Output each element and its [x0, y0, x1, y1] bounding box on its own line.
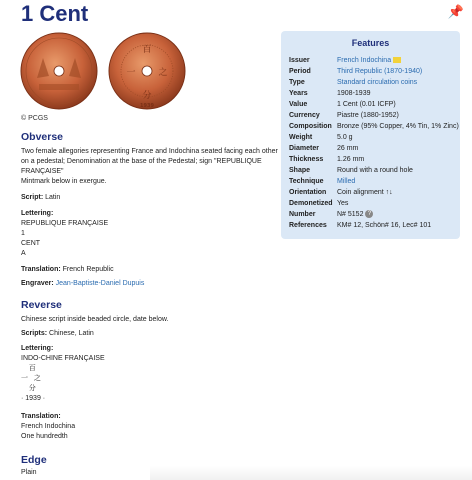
reverse-translation-value: French Indochina One hundredth [21, 423, 76, 440]
feature-key: Years [289, 90, 308, 97]
feature-key: References [289, 222, 327, 229]
reverse-description: Chinese script inside beaded circle, date below. [21, 316, 169, 323]
obverse-translation-value: French Republic [62, 266, 114, 273]
feature-key: Shape [289, 167, 311, 174]
help-icon[interactable]: ? [365, 210, 373, 218]
svg-text:之: 之 [158, 68, 168, 78]
obverse-heading: Obverse [21, 131, 64, 143]
reverse-year-text: 1939 [140, 103, 154, 109]
feature-value: 1 Cent (0.01 ICFP) [337, 101, 396, 108]
feature-key: Composition [289, 123, 332, 130]
edge-heading: Edge [21, 454, 47, 466]
feature-key: Number [289, 211, 316, 218]
feature-key: Issuer [289, 57, 310, 64]
feature-value: 1.26 mm [337, 156, 365, 163]
reverse-script-label: Scripts: [21, 330, 48, 337]
obverse-coin-image[interactable] [21, 33, 97, 109]
feature-value[interactable]: Third Republic (1870-1940) [337, 68, 423, 75]
copyright: © PCGS [21, 115, 48, 122]
feature-value: Piastre (1880-1952) [337, 112, 399, 119]
obverse-translation [21, 265, 114, 275]
feature-value: Bronze (95% Copper, 4% Tin, 1% Zinc) [337, 123, 459, 130]
feature-value[interactable]: Standard circulation coins [337, 79, 418, 86]
flag-icon [393, 57, 401, 63]
feature-value: N# 5152 ? [337, 210, 373, 220]
reverse-heading: Reverse [21, 299, 62, 311]
feature-key: Orientation [289, 189, 327, 196]
feature-value: Yes [337, 200, 349, 207]
reverse-translation-label: Translation: [21, 413, 61, 420]
feature-key: Type [289, 79, 305, 86]
edge-value: Plain [21, 469, 37, 476]
reverse-lettering-value: INDO-CHINE FRANÇAISE 百 一 之 分 · 1939 · [21, 355, 105, 402]
feature-value: 5.0 g [337, 134, 353, 141]
svg-text:一: 一 [126, 68, 136, 78]
obverse-script [21, 193, 60, 203]
features-panel [281, 31, 460, 239]
features-heading: Features [351, 38, 390, 48]
reverse-lettering-label: Lettering: [21, 345, 54, 352]
reverse-coin-image[interactable] [109, 33, 185, 109]
feature-value[interactable]: Milled [337, 178, 356, 185]
obverse-lettering-label: Lettering: [21, 210, 54, 217]
bottom-shadow [150, 466, 472, 480]
obverse-script-label: Script: [21, 194, 44, 201]
svg-text:百: 百 [142, 45, 152, 55]
reverse-script-value: Chinese, Latin [49, 330, 94, 337]
page-title: 1 Cent [21, 1, 89, 26]
feature-key: Weight [289, 134, 313, 141]
obverse-description: Two female allegories representing France and Indochina seated facing each other on a pedestal; Denomination at the base of the Pedestal; sign "REPUBLIQUE FRANÇAISE" Mintmark below in exergue. [21, 148, 278, 185]
obverse-engraver-label: Engraver: [21, 280, 54, 287]
feature-key: Currency [289, 112, 320, 119]
pin-icon[interactable]: 📌 [447, 4, 464, 19]
obverse-translation-label: Translation: [21, 266, 61, 273]
feature-value: Coin alignment ↑↓ [337, 189, 393, 196]
feature-value: 26 mm [337, 145, 359, 152]
feature-value: Round with a round hole [337, 167, 413, 174]
feature-key: Demonetized [289, 200, 333, 207]
feature-value: KM# 12, Schön# 16, Lec# 101 [337, 222, 432, 229]
feature-key: Value [289, 101, 308, 108]
feature-value: 1908-1939 [337, 90, 371, 97]
coin-images[interactable] [19, 28, 189, 114]
engraver-link[interactable]: Jean-Baptiste-Daniel Dupuis [55, 280, 145, 287]
obverse-lettering-value: REPUBLIQUE FRANÇAISE 1 CENT A [21, 220, 109, 257]
svg-text:分: 分 [142, 91, 152, 101]
feature-key: Period [289, 68, 311, 75]
feature-value[interactable]: French Indochina [337, 56, 401, 66]
feature-key: Technique [289, 178, 324, 185]
feature-key: Diameter [289, 145, 319, 152]
obverse-script-value: Latin [45, 194, 61, 201]
feature-key: Thickness [289, 156, 324, 163]
obverse-engraver [21, 279, 144, 289]
reverse-script [21, 329, 94, 339]
